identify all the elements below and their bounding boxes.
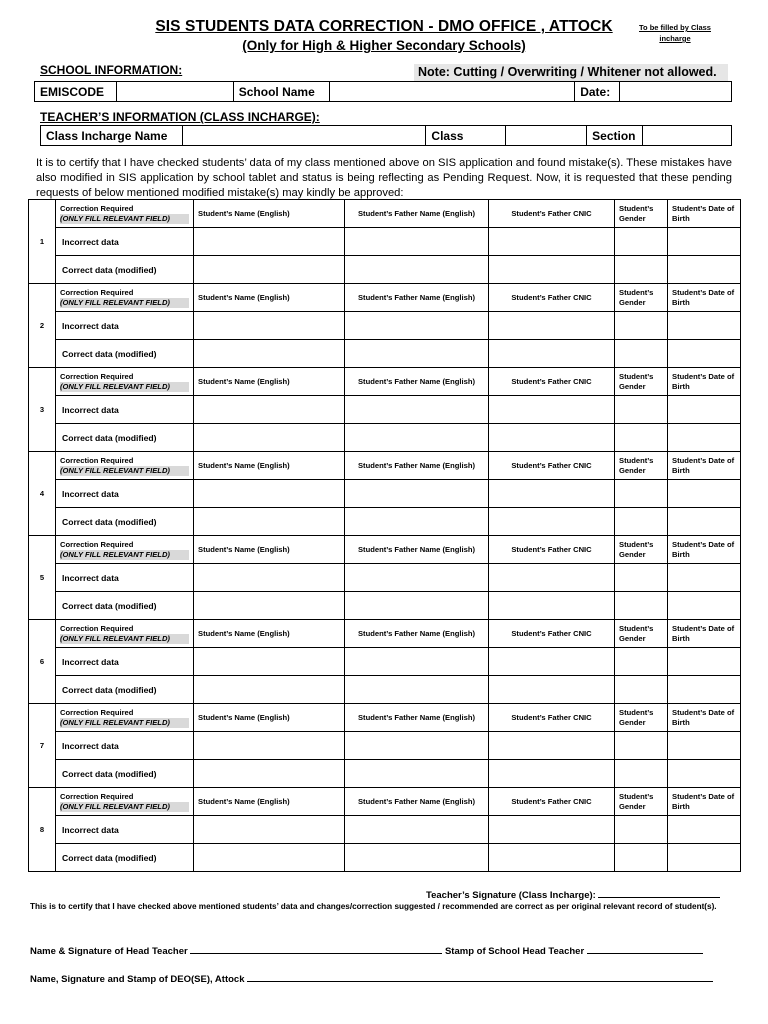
incorrect-data-field[interactable] — [345, 312, 489, 340]
incorrect-data-label: Incorrect data — [56, 312, 194, 340]
header-row — [29, 284, 741, 312]
column-header: Student’s Date of Birth — [668, 536, 741, 564]
incorrect-data-label: Incorrect data — [56, 648, 194, 676]
certification-text: It is to certify that I have checked students’ data of my class mentioned above on SIS application and found mistake(s). These mistakes have also modified in SIS application by school tablet and status is being reflecting as Pending Request. Now, it is requested that these pending requests of below mentioned modified mistake(s) may kindly be approved: — [36, 157, 732, 199]
form-note: Note: Cutting / Overwriting / Whitener not allowed. — [414, 64, 728, 81]
correct-data-label: Correct data (modified) — [56, 844, 194, 872]
correction-required-cell — [56, 536, 194, 564]
correct-data-field[interactable] — [615, 760, 668, 788]
incorrect-data-row — [29, 228, 741, 256]
column-header: Student’s Father Name (English) — [345, 200, 489, 228]
header-row — [29, 704, 741, 732]
incorrect-data-field[interactable] — [345, 816, 489, 844]
incorrect-data-field[interactable] — [615, 564, 668, 592]
incorrect-data-field[interactable] — [194, 480, 345, 508]
column-header: Student’s Name (English) — [194, 704, 345, 732]
head-teacher-field[interactable] — [190, 944, 442, 954]
correction-required-label: Correction Required — [60, 707, 134, 717]
incorrect-data-field[interactable] — [194, 732, 345, 760]
school-name-label: School Name — [233, 82, 329, 102]
incorrect-data-field[interactable] — [194, 228, 345, 256]
row-number: 7 — [29, 704, 56, 788]
correct-data-field[interactable] — [194, 676, 345, 704]
incorrect-data-field[interactable] — [668, 312, 741, 340]
head-teacher-line — [30, 944, 703, 957]
correct-data-field[interactable] — [615, 508, 668, 536]
incorrect-data-field[interactable] — [668, 648, 741, 676]
column-header: Student’s Name (English) — [194, 788, 345, 816]
teacher-info-heading — [40, 110, 320, 124]
correct-data-field[interactable] — [345, 256, 489, 284]
column-header: Student’s Gender — [615, 704, 668, 732]
correct-data-field[interactable] — [345, 340, 489, 368]
class-label: Class — [426, 126, 506, 146]
correct-data-field[interactable] — [615, 844, 668, 872]
column-header: Student’s Gender — [615, 368, 668, 396]
incorrect-data-field[interactable] — [345, 648, 489, 676]
correct-data-field[interactable] — [615, 676, 668, 704]
column-header: Student’s Date of Birth — [668, 788, 741, 816]
column-header: Student’s Gender — [615, 200, 668, 228]
date-label: Date: — [575, 82, 620, 102]
incorrect-data-row — [29, 732, 741, 760]
correct-data-label: Correct data (modified) — [56, 424, 194, 452]
correct-data-field[interactable] — [668, 424, 741, 452]
correct-data-row — [29, 424, 741, 452]
column-header: Student’s Name (English) — [194, 200, 345, 228]
column-header: Student’s Name (English) — [194, 284, 345, 312]
header-row — [29, 452, 741, 480]
column-header: Student’s Gender — [615, 284, 668, 312]
section-field[interactable] — [643, 126, 732, 146]
emiscode-field[interactable] — [116, 82, 233, 102]
incorrect-data-field[interactable] — [615, 312, 668, 340]
column-header: Student’s Date of Birth — [668, 200, 741, 228]
column-header: Student’s Father Name (English) — [345, 284, 489, 312]
correct-data-field[interactable] — [668, 340, 741, 368]
deo-line — [30, 972, 713, 985]
row-number: 3 — [29, 368, 56, 452]
column-header: Student’s Date of Birth — [668, 368, 741, 396]
correction-required-label: Correction Required — [60, 539, 134, 549]
incorrect-data-field[interactable] — [489, 732, 615, 760]
correction-required-sub: (ONLY FILL RELEVANT FIELD) — [60, 298, 189, 308]
corner-note: To be filled by Class incharge — [639, 23, 711, 43]
correct-data-row — [29, 676, 741, 704]
teacher-signature-line — [426, 888, 720, 901]
incorrect-data-field[interactable] — [668, 228, 741, 256]
correction-required-sub: (ONLY FILL RELEVANT FIELD) — [60, 382, 189, 392]
form-title: SIS STUDENTS DATA CORRECTION - DMO OFFICE , ATTOCK — [155, 18, 613, 35]
class-incharge-field[interactable] — [182, 126, 425, 146]
correction-required-label: Correction Required — [60, 623, 134, 633]
correction-required-cell — [56, 284, 194, 312]
correct-data-row — [29, 256, 741, 284]
row-number: 6 — [29, 620, 56, 704]
column-header: Student’s Name (English) — [194, 452, 345, 480]
incorrect-data-label: Incorrect data — [56, 564, 194, 592]
correction-required-sub: (ONLY FILL RELEVANT FIELD) — [60, 634, 189, 644]
class-field[interactable] — [506, 126, 587, 146]
incorrect-data-row — [29, 564, 741, 592]
row-number: 8 — [29, 788, 56, 872]
date-field[interactable] — [620, 82, 732, 102]
incorrect-data-field[interactable] — [615, 228, 668, 256]
incorrect-data-field[interactable] — [489, 396, 615, 424]
correction-required-cell — [56, 788, 194, 816]
correct-data-label: Correct data (modified) — [56, 508, 194, 536]
teacher-info-heading-text: TEACHER’S INFORMATION (CLASS INCHARGE): — [40, 110, 320, 124]
incorrect-data-field[interactable] — [345, 732, 489, 760]
correction-required-sub: (ONLY FILL RELEVANT FIELD) — [60, 466, 189, 476]
correction-required-sub: (ONLY FILL RELEVANT FIELD) — [60, 802, 189, 812]
correct-data-field[interactable] — [489, 256, 615, 284]
correct-data-field[interactable] — [489, 340, 615, 368]
row-number: 1 — [29, 200, 56, 284]
incorrect-data-field[interactable] — [615, 480, 668, 508]
incorrect-data-field[interactable] — [489, 816, 615, 844]
column-header: Student’s Father Name (English) — [345, 536, 489, 564]
incorrect-data-field[interactable] — [668, 480, 741, 508]
teacher-info-table — [40, 125, 732, 146]
header-row — [29, 536, 741, 564]
column-header: Student’s Gender — [615, 620, 668, 648]
incorrect-data-field[interactable] — [668, 732, 741, 760]
incorrect-data-field[interactable] — [668, 564, 741, 592]
teacher-signature-field[interactable] — [598, 888, 720, 898]
column-header: Student’s Father Name (English) — [345, 368, 489, 396]
header-row — [29, 368, 741, 396]
incorrect-data-row — [29, 312, 741, 340]
corrections-table — [28, 199, 741, 872]
school-info-heading — [40, 63, 182, 77]
correct-data-field[interactable] — [194, 844, 345, 872]
incorrect-data-field[interactable] — [194, 396, 345, 424]
column-header: Student’s Name (English) — [194, 536, 345, 564]
correct-data-field[interactable] — [489, 508, 615, 536]
incorrect-data-field[interactable] — [668, 816, 741, 844]
correction-required-cell — [56, 368, 194, 396]
column-header: Student’s Father Name (English) — [345, 788, 489, 816]
column-header: Student’s Date of Birth — [668, 704, 741, 732]
correct-data-field[interactable] — [489, 676, 615, 704]
stamp-head-label: Stamp of School Head Teacher — [444, 946, 585, 957]
correct-data-field[interactable] — [345, 760, 489, 788]
column-header: Student’s Father CNIC — [489, 452, 615, 480]
correction-required-cell — [56, 704, 194, 732]
correct-data-field[interactable] — [345, 592, 489, 620]
correction-required-cell — [56, 452, 194, 480]
correct-data-field[interactable] — [194, 592, 345, 620]
correct-data-label: Correct data (modified) — [56, 256, 194, 284]
incorrect-data-field[interactable] — [489, 228, 615, 256]
column-header: Student’s Name (English) — [194, 368, 345, 396]
incorrect-data-field[interactable] — [194, 816, 345, 844]
head-teacher-label: Name & Signature of Head Teacher — [30, 946, 188, 957]
row-number: 5 — [29, 536, 56, 620]
incorrect-data-field[interactable] — [615, 648, 668, 676]
correct-data-field[interactable] — [345, 424, 489, 452]
column-header: Student’s Father CNIC — [489, 284, 615, 312]
section-label: Section — [587, 126, 643, 146]
incorrect-data-field[interactable] — [194, 564, 345, 592]
correct-data-field[interactable] — [668, 844, 741, 872]
incorrect-data-field[interactable] — [194, 312, 345, 340]
column-header: Student’s Gender — [615, 788, 668, 816]
correction-required-sub: (ONLY FILL RELEVANT FIELD) — [60, 214, 189, 224]
header-row — [29, 200, 741, 228]
school-name-field[interactable] — [329, 82, 575, 102]
row-number: 2 — [29, 284, 56, 368]
incorrect-data-field[interactable] — [345, 564, 489, 592]
column-header: Student’s Father CNIC — [489, 200, 615, 228]
row-number: 4 — [29, 452, 56, 536]
incorrect-data-field[interactable] — [668, 396, 741, 424]
incorrect-data-label: Incorrect data — [56, 732, 194, 760]
correction-required-label: Correction Required — [60, 455, 134, 465]
correct-data-field[interactable] — [615, 340, 668, 368]
column-header: Student’s Father CNIC — [489, 620, 615, 648]
column-header: Student’s Father CNIC — [489, 536, 615, 564]
incorrect-data-label: Incorrect data — [56, 228, 194, 256]
correct-data-field[interactable] — [489, 844, 615, 872]
column-header: Student’s Father CNIC — [489, 788, 615, 816]
column-header: Student’s Gender — [615, 536, 668, 564]
incorrect-data-field[interactable] — [615, 732, 668, 760]
incorrect-data-row — [29, 396, 741, 424]
correct-data-field[interactable] — [194, 508, 345, 536]
column-header: Student’s Father Name (English) — [345, 704, 489, 732]
column-header: Student’s Father CNIC — [489, 368, 615, 396]
incorrect-data-row — [29, 816, 741, 844]
column-header: Student’s Father Name (English) — [345, 452, 489, 480]
incorrect-data-field[interactable] — [489, 564, 615, 592]
correct-data-field[interactable] — [489, 592, 615, 620]
correct-data-row — [29, 508, 741, 536]
correct-data-field[interactable] — [489, 760, 615, 788]
emiscode-label: EMISCODE — [35, 82, 117, 102]
column-header: Student’s Father Name (English) — [345, 620, 489, 648]
correct-data-field[interactable] — [668, 256, 741, 284]
correct-data-field[interactable] — [194, 256, 345, 284]
correct-data-row — [29, 592, 741, 620]
column-header: Student’s Date of Birth — [668, 284, 741, 312]
incorrect-data-field[interactable] — [615, 396, 668, 424]
correction-required-cell — [56, 200, 194, 228]
incorrect-data-field[interactable] — [194, 648, 345, 676]
head-certify-text: This is to certify that I have checked above mentioned students’ data and changes/correction suggested / recommended are correct as per original relevant record of student(s). — [30, 902, 717, 911]
correct-data-field[interactable] — [194, 760, 345, 788]
correct-data-field[interactable] — [668, 676, 741, 704]
header-row — [29, 788, 741, 816]
school-info-table — [34, 81, 732, 102]
correct-data-field[interactable] — [668, 592, 741, 620]
correct-data-field[interactable] — [489, 424, 615, 452]
correct-data-label: Correct data (modified) — [56, 340, 194, 368]
correct-data-field[interactable] — [345, 676, 489, 704]
incorrect-data-field[interactable] — [489, 480, 615, 508]
column-header: Student’s Date of Birth — [668, 620, 741, 648]
correct-data-row — [29, 340, 741, 368]
correction-required-cell — [56, 620, 194, 648]
correct-data-field[interactable] — [615, 256, 668, 284]
correct-data-field[interactable] — [345, 508, 489, 536]
correct-data-field[interactable] — [615, 592, 668, 620]
form-subtitle: (Only for High & Higher Secondary Schools) — [242, 38, 526, 53]
correct-data-label: Correct data (modified) — [56, 676, 194, 704]
correction-required-label: Correction Required — [60, 791, 134, 801]
incorrect-data-field[interactable] — [345, 480, 489, 508]
correction-required-label: Correction Required — [60, 287, 134, 297]
correction-required-sub: (ONLY FILL RELEVANT FIELD) — [60, 550, 189, 560]
correct-data-field[interactable] — [615, 424, 668, 452]
incorrect-data-row — [29, 648, 741, 676]
incorrect-data-field[interactable] — [345, 396, 489, 424]
correct-data-field[interactable] — [194, 340, 345, 368]
class-incharge-label: Class Incharge Name — [41, 126, 183, 146]
teacher-signature-label: Teacher’s Signature (Class Incharge): — [426, 890, 596, 901]
correct-data-label: Correct data (modified) — [56, 592, 194, 620]
header-row — [29, 620, 741, 648]
incorrect-data-label: Incorrect data — [56, 816, 194, 844]
column-header: Student’s Father CNIC — [489, 704, 615, 732]
column-header: Student’s Date of Birth — [668, 452, 741, 480]
correction-required-label: Correction Required — [60, 203, 134, 213]
incorrect-data-label: Incorrect data — [56, 396, 194, 424]
correction-required-label: Correction Required — [60, 371, 134, 381]
deo-label: Name, Signature and Stamp of DEO(SE), Attock — [30, 974, 245, 985]
column-header: Student’s Name (English) — [194, 620, 345, 648]
incorrect-data-field[interactable] — [489, 312, 615, 340]
correct-data-label: Correct data (modified) — [56, 760, 194, 788]
incorrect-data-row — [29, 480, 741, 508]
column-header: Student’s Gender — [615, 452, 668, 480]
correct-data-field[interactable] — [668, 508, 741, 536]
correct-data-field[interactable] — [668, 760, 741, 788]
school-info-heading-text: SCHOOL INFORMATION: — [40, 63, 183, 77]
incorrect-data-field[interactable] — [489, 648, 615, 676]
stamp-head-field[interactable] — [587, 944, 703, 954]
correct-data-row — [29, 760, 741, 788]
incorrect-data-label: Incorrect data — [56, 480, 194, 508]
incorrect-data-field[interactable] — [615, 816, 668, 844]
correct-data-field[interactable] — [345, 844, 489, 872]
deo-field[interactable] — [247, 972, 713, 982]
correct-data-field[interactable] — [194, 424, 345, 452]
correct-data-row — [29, 844, 741, 872]
correction-required-sub: (ONLY FILL RELEVANT FIELD) — [60, 718, 189, 728]
incorrect-data-field[interactable] — [345, 228, 489, 256]
